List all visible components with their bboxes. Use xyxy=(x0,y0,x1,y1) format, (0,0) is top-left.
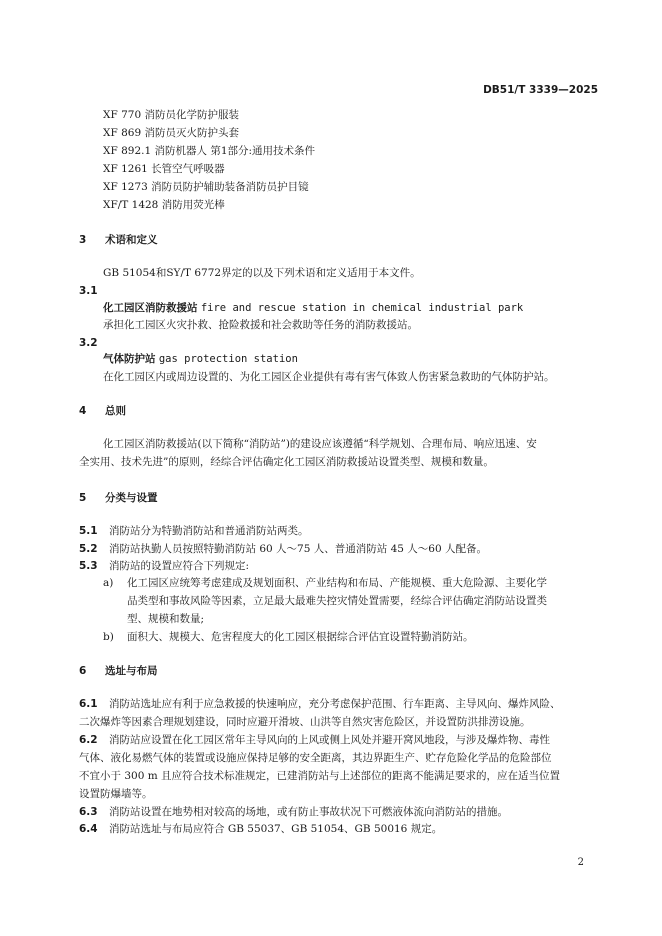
clause: 6.3 消防站设置在地势相对较高的场地，或有防止事故状况下可燃液体流向消防站的措施。 xyxy=(79,806,508,818)
list-item-marker: a) xyxy=(103,577,114,589)
reference-item: XF 869 消防员灭火防护头套 xyxy=(103,127,239,139)
reference-item: XF 1273 消防员防护辅助装备消防员护目镜 xyxy=(103,181,309,193)
term-title: 化工园区消防救援站 fire and rescue station in chemical industrial park xyxy=(103,302,524,314)
list-item-marker: b) xyxy=(103,631,114,643)
clause: 5.1 消防站分为特勤消防站和普通消防站两类。 xyxy=(79,525,309,537)
page-number: 2 xyxy=(577,857,584,868)
paragraph-line: 化工园区消防救援站(以下简称“消防站”)的建设应该遵循“科学规划、合理布局、响应迅速、安 xyxy=(103,438,537,450)
section-heading-5: 5 分类与设置 xyxy=(79,492,158,504)
document-code-header: DB51/T 3339—2025 xyxy=(483,84,598,96)
term-definition: 承担化工园区火灾扑救、抢险救援和社会救助等任务的消防救援站。 xyxy=(103,319,418,331)
section-heading-6: 6 选址与布局 xyxy=(79,665,158,677)
clause: 6.4 消防站选址与布局应符合 GB 55037、GB 51054、GB 50016 规定。 xyxy=(79,823,443,835)
list-item-line: 面积大、规模大、危害程度大的化工园区根据综合评估宜设置特勤消防站。 xyxy=(127,631,474,643)
clause-line: 二次爆炸等因素合理规划建设，同时应避开滑坡、山洪等自然灾害危险区，并设置防洪排涝设施。 xyxy=(79,716,531,728)
clause: 6.1 消防站选址应有利于应急救援的快速响应，充分考虑保护范围、行车距离、主导风向、爆炸风险、 xyxy=(79,698,561,710)
clause: 5.2 消防站执勤人员按照特勤消防站 60 人～75 人、普通消防站 45 人～60 人配备。 xyxy=(79,543,487,555)
term-title: 气体防护站 gas protection station xyxy=(103,353,298,365)
list-item-line: 型、规模和数量; xyxy=(127,613,205,625)
section-heading-3: 3 术语和定义 xyxy=(79,234,158,246)
clause: 6.2 消防站应设置在化工园区常年主导风向的上风或侧上风处并避开窝风地段，与涉及爆炸物、毒性 xyxy=(79,734,550,746)
list-item-line: 品类型和事故风险等因素，立足最大最难失控灾情处置需要，经综合评估确定消防站设置类 xyxy=(127,595,547,607)
clause: 5.3 消防站的设置应符合下列规定: xyxy=(79,560,250,572)
section-3-intro: GB 51054和SY/T 6772界定的以及下列术语和定义适用于本文件。 xyxy=(103,267,421,279)
list-item-line: 化工园区应统筹考虑建成及规划面积、产业结构和布局、产能规模、重大危险源、主要化学 xyxy=(127,577,547,589)
section-heading-4: 4 总则 xyxy=(79,405,126,417)
term-number: 3.2 xyxy=(79,337,98,349)
reference-item: XF 770 消防员化学防护服装 xyxy=(103,109,239,121)
reference-item: XF/T 1428 消防用荧光棒 xyxy=(103,199,225,211)
term-number: 3.1 xyxy=(79,285,98,297)
term-definition: 在化工园区内或周边设置的、为化工园区企业提供有毒有害气体致人伤害紧急救助的气体防护站。 xyxy=(103,371,555,383)
clause-line: 气体、液化易燃气体的装置或设施应保持足够的安全距离，其边界距生产、贮存危险化学品的危险部位 xyxy=(79,752,552,764)
clause-line: 不宜小于 300 m 且应符合技术标准规定，已建消防站与上述部位的距离不能满足要求的，应在适当位置 xyxy=(79,770,561,782)
paragraph-line: 全实用、技术先进”的原则，经综合评估确定化工园区消防救援站设置类型、规模和数量。 xyxy=(79,456,494,468)
clause-line: 设置防爆墙等。 xyxy=(79,788,153,800)
reference-item: XF 1261 长管空气呼吸器 xyxy=(103,163,225,175)
reference-item: XF 892.1 消防机器人 第1部分:通用技术条件 xyxy=(103,145,316,157)
